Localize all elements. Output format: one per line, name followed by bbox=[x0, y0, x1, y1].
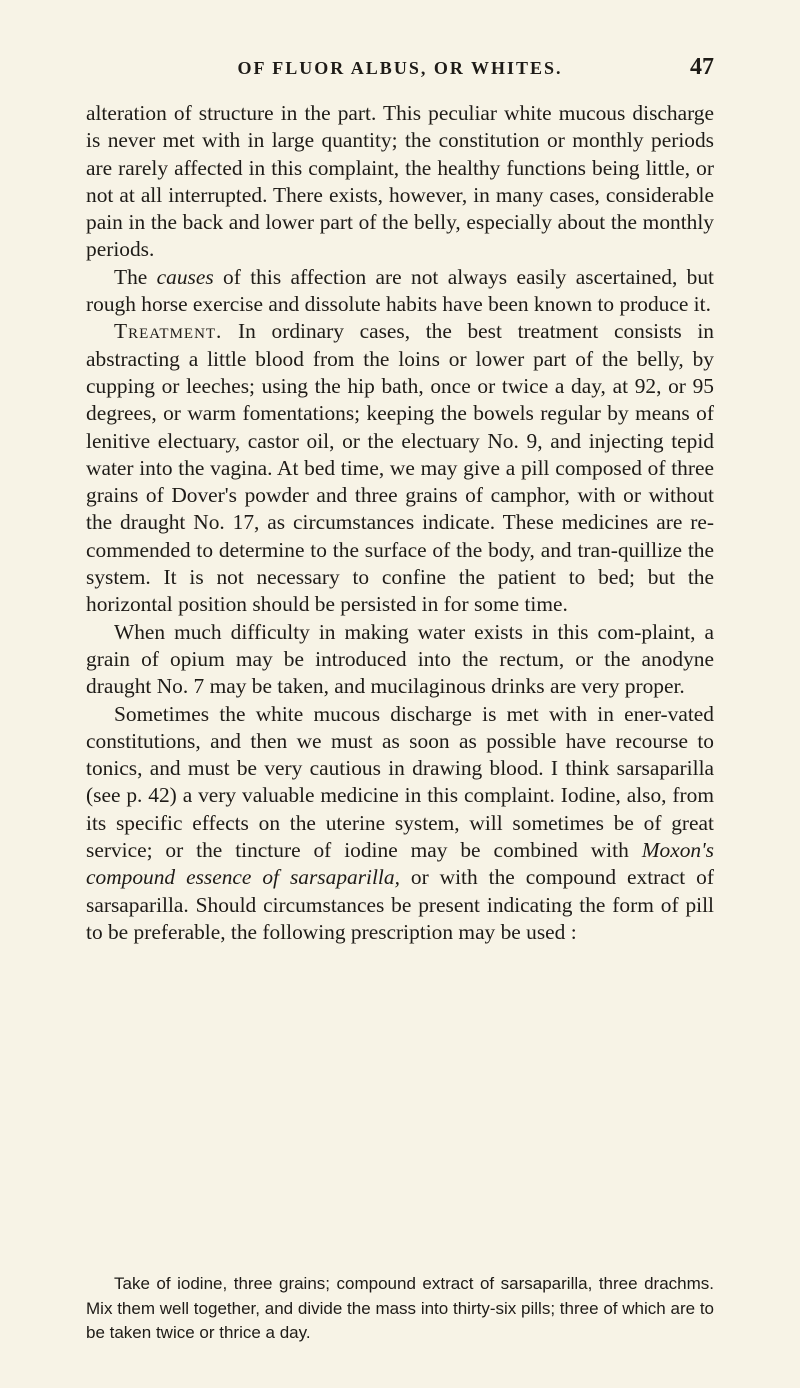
paragraph-text: or with the compound extract of sarsaparilla. Should circumstances be present indicating the form of pill to be preferable, the following prescription may be used : bbox=[86, 865, 714, 944]
paragraph-difficulty bbox=[86, 619, 714, 701]
paragraph-text: In ordinary cases, the best treatment consists in abstracting a little blood from the loins or lower part of the belly, by cupping or leeches; using the hip bath, once or twice a day, at 92, or 95 degrees, or warm fomentations; keeping the bowels regular by means of lenitive electuary, castor oil, or the electuary No. 9, and injecting tepid water into the vagina. At bed time, we may give a pill composed of three grains of Dover's powder and three grains of camphor, with or without the draught No. 17, as circumstances indicate. These medicines are re-commended to determine to the surface of the body, and tran-quillize the system. It is not necessary to confine the patient to bed; but the horizontal position should be persisted in for some time. bbox=[86, 319, 714, 617]
page-number: 47 bbox=[690, 54, 714, 80]
section-heading-treatment: Treatment. bbox=[114, 319, 223, 344]
paragraph-text: Sometimes the white mucous discharge is met with in ener-vated constitutions, and then we must as soon as possible have recourse to tonics, and must be very cautious in drawing blood. I think sarsaparilla (see p. 42) a very valuable medicine in this complaint. Iodine, also, from its specific effects on the uterine system, will sometimes be of great service; or the tincture of iodine may be combined with bbox=[86, 701, 714, 863]
paragraph-continuation bbox=[86, 100, 714, 264]
paragraph-text: of this affection are not always easily ascertained, but rough horse exercise and dissolute habits have been known to produce it. bbox=[86, 264, 714, 317]
paragraph-text: The bbox=[114, 264, 157, 289]
paragraph-treatment bbox=[86, 318, 714, 618]
emphasis-causes: causes bbox=[156, 264, 214, 289]
running-title: OF FLUOR ALBUS, OR WHITES. bbox=[237, 58, 563, 78]
paragraph-text: When much difficulty in making water exists in this com-plaint, a grain of opium may be introduced into the rectum, or the anodyne draught No. 7 may be taken, and mucilaginous drinks are very proper. bbox=[86, 619, 714, 699]
running-head bbox=[86, 54, 714, 90]
paragraph-causes bbox=[86, 264, 714, 319]
paragraph-tonics bbox=[86, 701, 714, 947]
emphasis-moxon: Moxon's compound essence of sarsaparilla, bbox=[86, 838, 714, 890]
body-text bbox=[86, 100, 714, 946]
paragraph-text: alteration of structure in the part. This peculiar white mucous discharge is never met with in large quantity; the constitution or monthly periods are rarely affected in this complaint, the healthy functions being little, or not at all interrupted. There exists, however, in many cases, considerable pain in the back and lower part of the belly, especially about the monthly periods. bbox=[86, 101, 714, 262]
prescription-block bbox=[86, 1272, 714, 1346]
prescription-text: Take of iodine, three grains; compound extract of sarsaparilla, three drachms. Mix them well together, and divide the mass into thirty-six pills; three of which are to be taken twice or thrice a day. bbox=[86, 1274, 714, 1342]
